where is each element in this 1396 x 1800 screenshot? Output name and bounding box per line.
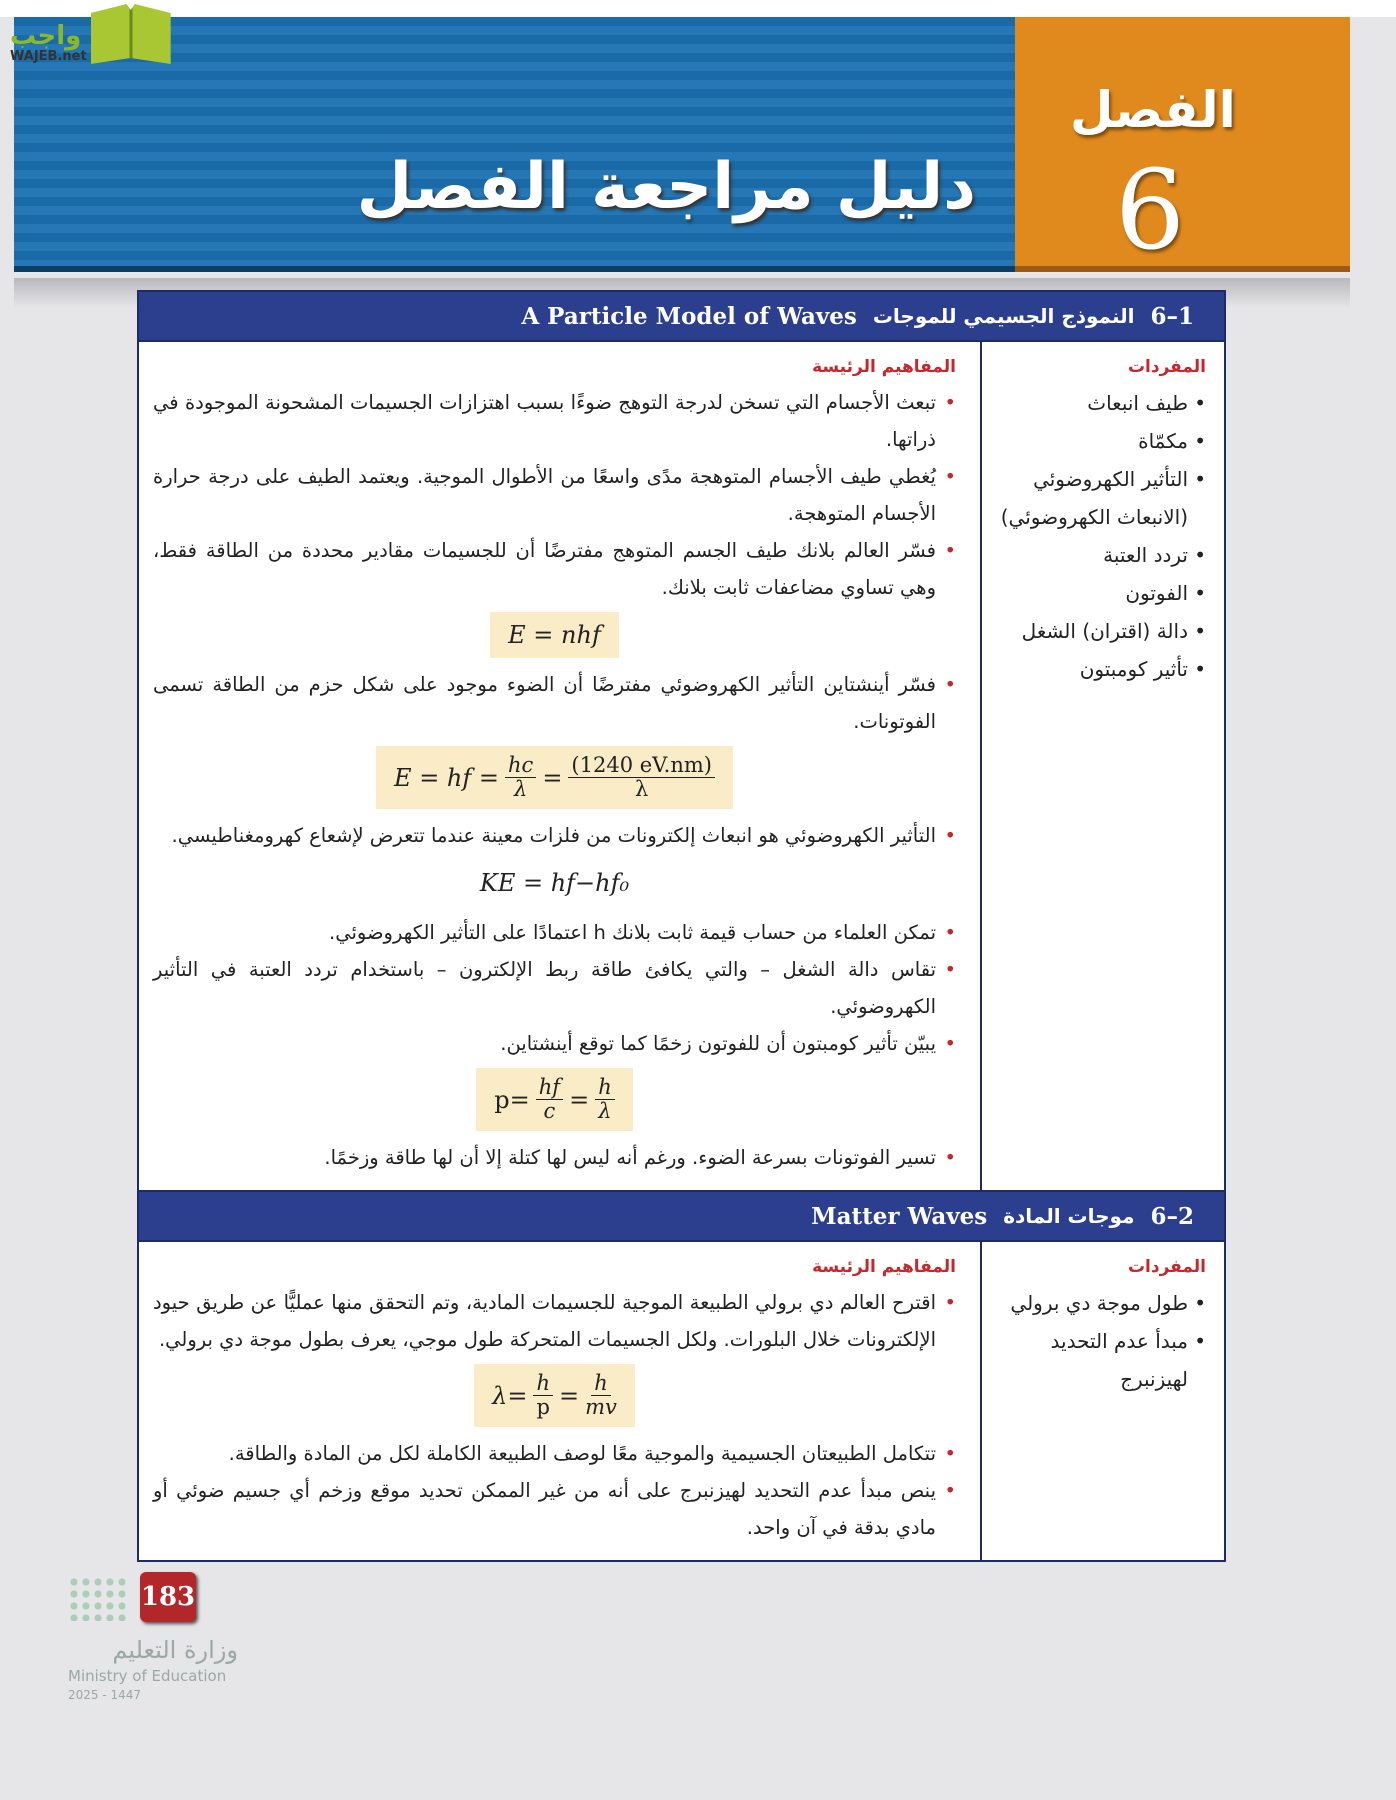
equation-photon-energy: [376, 746, 733, 809]
section-6-2: [137, 1192, 1226, 1562]
ministry-logo: [68, 1634, 238, 1704]
chapter-label: الفصل: [1070, 81, 1236, 139]
eq-num: (1240 eV.nm): [568, 754, 715, 778]
vocab-item: • دالة (اقتران) الشغل: [992, 612, 1206, 650]
section-number: 6–1: [1150, 302, 1194, 330]
section-title-en: A Particle Model of Waves: [521, 302, 857, 330]
concept-item: • تمكن العلماء من حساب قيمة ثابت بلانك h اعتمادًا على التأثير الكهروضوئي.: [153, 914, 956, 951]
equation-planck: [490, 612, 619, 658]
concept-item: • يبيّن تأثير كومبتون أن للفوتون زخمًا كما توقع أينشتاين.: [153, 1025, 956, 1062]
eq-text: λ=: [492, 1381, 528, 1410]
ministry-emblem-icon: [68, 1576, 128, 1621]
eq-den: λ: [635, 777, 649, 801]
eq-den: c: [543, 1099, 556, 1123]
page-number: 183: [140, 1572, 196, 1622]
vocab-label: المفردات: [1127, 357, 1206, 377]
page-title: دليل مراجعة الفصل: [356, 150, 976, 224]
ministry-name-en: Ministry of Education: [68, 1667, 227, 1685]
vocab-item: • تأثير كومبتون: [992, 650, 1206, 688]
eq-text: =: [558, 1381, 580, 1410]
logo-sub: WAJEB.net: [10, 49, 87, 64]
eq-den: mv: [585, 1395, 617, 1419]
section-header: [139, 1192, 1224, 1242]
logo-text: واجب: [10, 21, 82, 51]
eq-num: h: [595, 1076, 615, 1100]
vocab-label: المفردات: [1127, 1257, 1206, 1277]
concept-item: • تقاس دالة الشغل – والتي يكافئ طاقة ربط الإلكترون – باستخدام تردد العتبة في التأثير الكهروضوئي.: [153, 951, 956, 1025]
eq-text: E = nhf: [508, 621, 601, 649]
vocab-item: • طول موجة دي برولي: [992, 1284, 1206, 1322]
content-flow: [137, 0, 1226, 1562]
eq-text: E = hf =: [394, 763, 500, 792]
concept-item: • اقترح العالم دي برولي الطبيعة الموجية للجسيمات المادية، وتم التحقق منها عمليًّا عن طريق حيود الإلكترونات خلال البلورات. ولكل الجسيمات المتحركة طول موجي، يعرف بطول موجة دي برولي.: [153, 1284, 956, 1358]
eq-num: h: [591, 1372, 611, 1396]
concept-item: • ينص مبدأ عدم التحديد لهيزنبرج على أنه من غير الممكن تحديد موقع وزخم أي جسيم ضوئي أو مادي بدقة في آن واحد.: [153, 1472, 956, 1546]
concepts-label: المفاهيم الرئيسة: [812, 357, 956, 377]
section-title-en: Matter Waves: [811, 1202, 988, 1230]
section-number: 6–2: [1150, 1202, 1194, 1230]
vocab-item: • مبدأ عدم التحديد لهيزنبرج: [992, 1322, 1206, 1398]
concept-item: • فسّر أينشتاين التأثير الكهروضوئي مفترضًا أن الضوء موجود على شكل حزم من الطاقة تسمى الفوتونات.: [153, 666, 956, 740]
eq-den: λ: [514, 777, 528, 801]
year: 2025 - 1447: [68, 1688, 142, 1702]
vocab-column: [980, 342, 1224, 1190]
section-title-ar: النموذج الجسيمي للموجات: [872, 304, 1135, 328]
page-footer: [68, 1572, 328, 1762]
equation-de-broglie: [474, 1364, 635, 1427]
concept-item: • فسّر العالم بلانك طيف الجسم المتوهج مفترضًا أن للجسيمات مقادير محددة من الطاقة فقط، وهي تساوي مضاعفات ثابت بلانك.: [153, 532, 956, 606]
concept-item: • تبعث الأجسام التي تسخن لدرجة التوهج ضوءًا بسبب اهتزازات الجسيمات المشحونة الموجودة في ذراتها.: [153, 384, 956, 458]
eq-text: p=: [494, 1085, 530, 1114]
eq-num: h: [533, 1372, 553, 1396]
eq-num: hf: [536, 1076, 563, 1100]
vocab-column: [980, 1242, 1224, 1560]
eq-num: hc: [505, 754, 536, 778]
vocab-item: • مكمّاة: [992, 422, 1206, 460]
section-6-1: [137, 290, 1226, 1192]
concepts-label: المفاهيم الرئيسة: [812, 1257, 956, 1277]
vocab-item: • تردد العتبة: [992, 536, 1206, 574]
vocab-item: • التأثير الكهروضوئي (الانبعاث الكهروضوئي): [992, 460, 1206, 536]
eq-den: p: [536, 1395, 550, 1419]
ministry-name-ar: وزارة التعليم: [112, 1636, 238, 1664]
concept-item: • تسير الفوتونات بسرعة الضوء. ورغم أنه ليس لها كتلة إلا أن لها طاقة وزخمًا.: [153, 1139, 956, 1176]
concept-item: • التأثير الكهروضوئي هو انبعاث إلكترونات من فلزات معينة عندما تتعرض لإشعاع كهرومغناطيسي.: [153, 817, 956, 854]
eq-text: =: [542, 763, 563, 792]
vocab-item: • طيف انبعاث: [992, 384, 1206, 422]
eq-text: =: [569, 1085, 590, 1114]
equation-momentum: [476, 1068, 632, 1131]
section-title-ar: موجات المادة: [1003, 1204, 1135, 1228]
section-header: [139, 292, 1224, 342]
concepts-column: [139, 342, 980, 1190]
chapter-number: 6: [1115, 146, 1185, 274]
equation-kinetic-energy: [462, 860, 647, 906]
vocab-item: • الفوتون: [992, 574, 1206, 612]
concepts-column: [139, 1242, 980, 1560]
eq-text: KE = hf−hf₀: [479, 869, 630, 897]
concept-item: • تتكامل الطبيعتان الجسيمية والموجية معًا لوصف الطبيعة الكاملة لكل من المادة والطاقة.: [153, 1435, 956, 1472]
eq-den: λ: [598, 1099, 612, 1123]
concept-item: • يُغطي طيف الأجسام المتوهجة مدًى واسعًا من الأطوال الموجية. ويعتمد الطيف على درجة حرارة الأجسام المتوهجة.: [153, 458, 956, 532]
